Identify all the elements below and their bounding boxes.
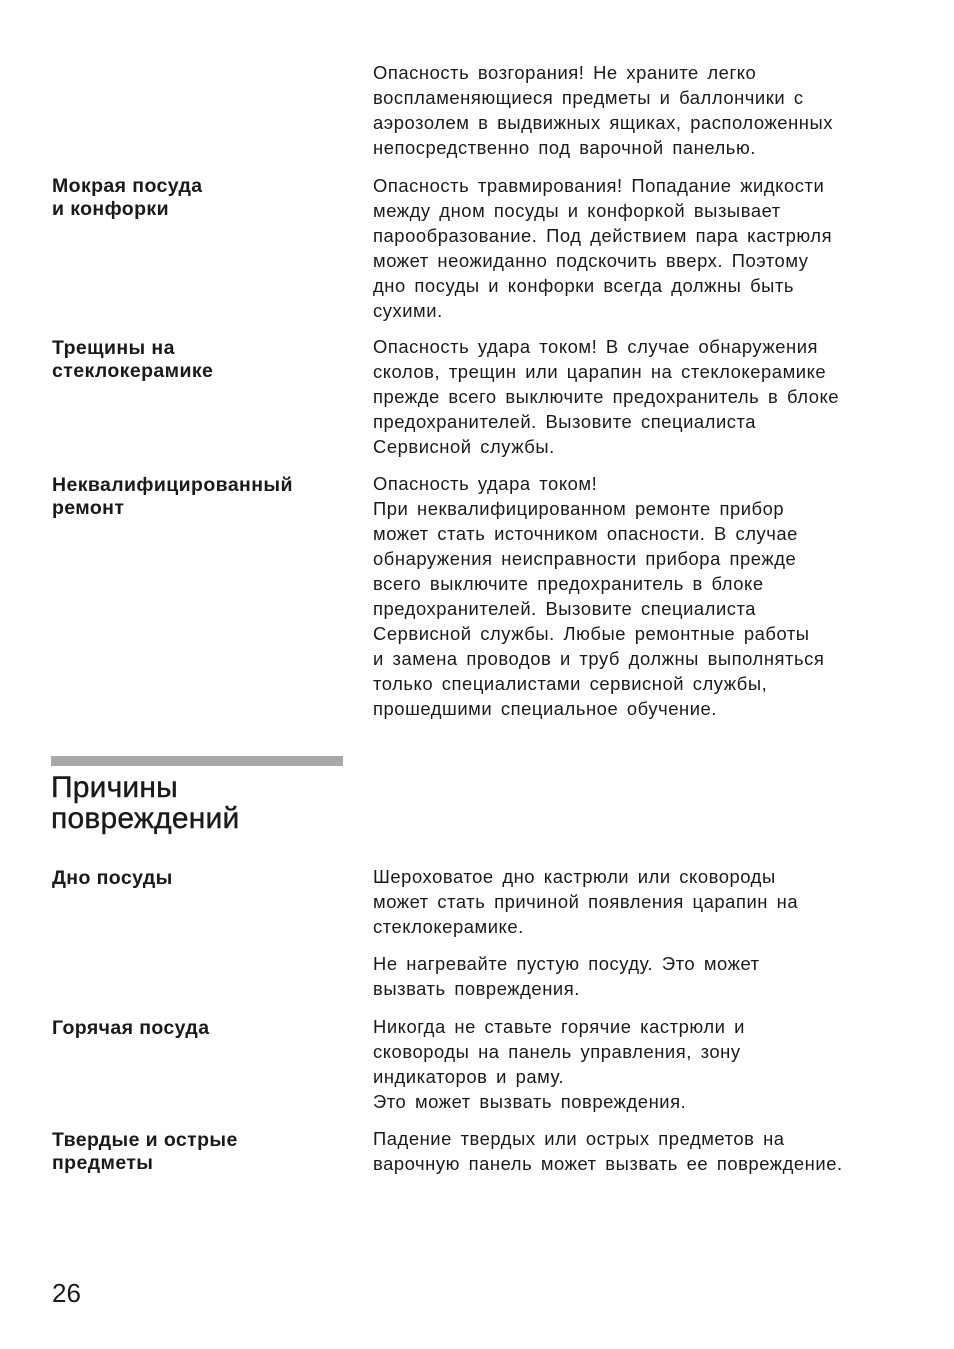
section-divider-bar — [51, 756, 343, 766]
label-cookware-bottom: Дно посуды — [52, 867, 173, 889]
intro-paragraph: Опасность возгорания! Не храните легко воспламеняющиеся предметы и баллончики с аэрозолем в выдвижных ящиках, расположенных непосредственно под варочной панелью. — [373, 62, 833, 158]
label-unqualified-repair: Неквалифицированный ремонт — [52, 474, 293, 519]
label-sharp-objects: Твердые и острые предметы — [52, 1129, 238, 1174]
section-title: Причины повреждений — [51, 771, 240, 835]
text-hot-cookware: Никогда не ставьте горячие кастрюли и сковороды на панель управления, зону индикаторов и раму. Это может вызвать повреждения. — [373, 1016, 745, 1112]
text-empty-cookware: Не нагревайте пустую посуду. Это может вызвать повреждения. — [373, 953, 760, 999]
label-cracks: Трещины на стеклокерамике — [52, 337, 214, 382]
text-cookware-bottom: Шероховатое дно кастрюли или сковороды может стать причиной появления царапин на стеклокерамике. — [373, 866, 799, 937]
text-sharp-objects: Падение твердых или острых предметов на варочную панель может вызвать ее повреждение. — [373, 1128, 843, 1174]
label-hot-cookware: Горячая посуда — [52, 1017, 210, 1039]
text-wet-cookware: Опасность травмирования! Попадание жидкости между дном посуды и конфоркой вызывает парообразование. Под действием пара кастрюля может неожиданно подскочить вверх. Поэтому дно посуды и конфорки всегда должны быть сухими. — [373, 175, 833, 321]
text-cracks: Опасность удара током! В случае обнаружения сколов, трещин или царапин на стеклокерамике прежде всего выключите предохранитель в блоке предохранителей. Вызовите специалиста Сервисной службы. — [373, 336, 840, 457]
page-number: 26 — [52, 1278, 81, 1308]
text-unqualified-repair: Опасность удара током! При неквалифицированном ремонте прибор может стать источником опасности. В случае обнаружения неисправности прибора прежде всего выключите предохранитель в блоке предохранителей. Вызовите специалиста Сервисной службы. Любые ремонтные работы и замена проводов и труб должны выполняться только специалистами сервисной службы, прошедшими специальное обучение. — [373, 473, 825, 719]
label-wet-cookware: Мокрая посуда и конфорки — [52, 175, 203, 220]
